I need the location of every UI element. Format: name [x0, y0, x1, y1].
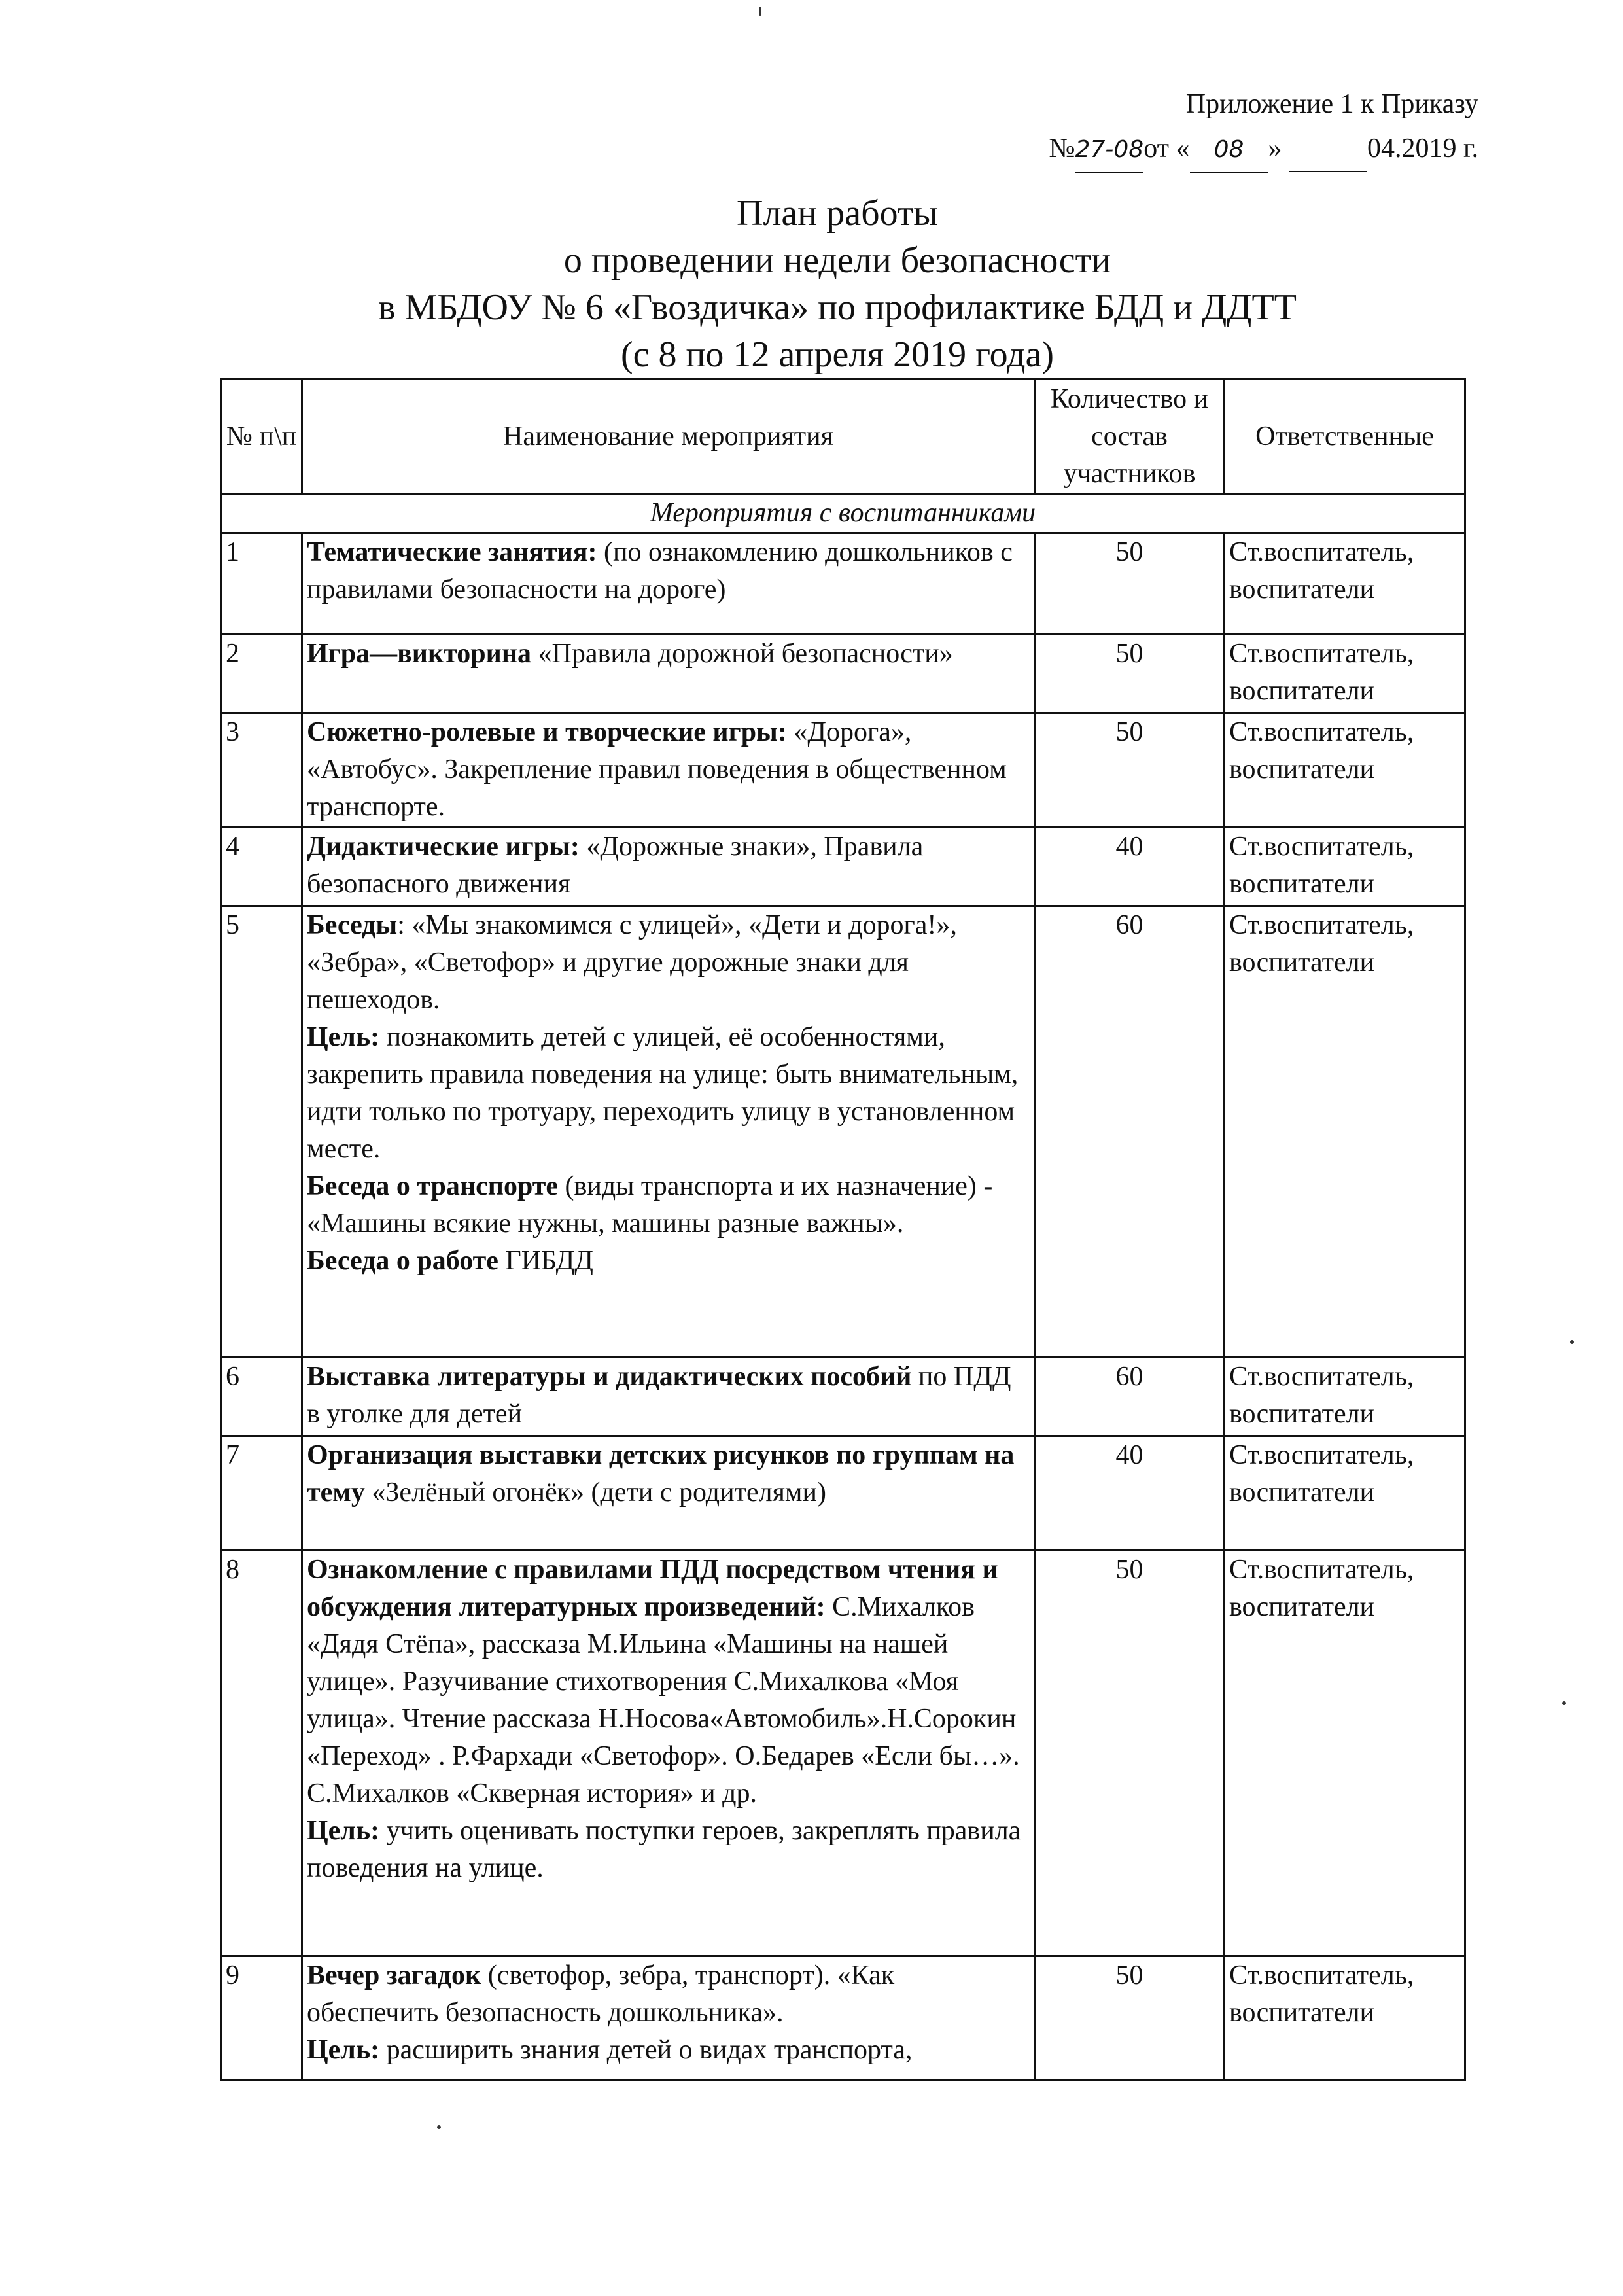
row-count: 40 — [1035, 828, 1225, 906]
order-number: 27-08 — [1075, 128, 1144, 173]
goal-label: Цель: — [307, 2035, 380, 2065]
row-activity — [302, 1956, 1035, 2081]
document-title — [222, 190, 1452, 378]
order-date: 04.2019 г. — [1367, 133, 1478, 164]
activity-text: (светофор, зебра, транспорт). «Как обеспечить безопасность дошкольника». — [307, 1960, 895, 2028]
plan-table — [220, 378, 1466, 2081]
row-number: 2 — [221, 635, 302, 713]
row-count: 50 — [1035, 1956, 1225, 2081]
table-row — [221, 1551, 1465, 1956]
month-blank — [1289, 126, 1367, 172]
scan-speck — [437, 2125, 441, 2129]
activity-text: «Зелёный огонёк» (дети с родителями) — [364, 1477, 826, 1508]
row-responsible: Ст.воспитатель, воспитатели — [1225, 906, 1465, 1358]
row-activity — [302, 635, 1035, 713]
row-number: 3 — [221, 713, 302, 828]
title-line-1: План работы — [737, 193, 938, 234]
scan-speck — [759, 7, 761, 16]
row-responsible: Ст.воспитатель, воспитатели — [1225, 713, 1465, 828]
row-responsible: Ст.воспитатель, воспитатели — [1225, 1436, 1465, 1551]
row-activity — [302, 1436, 1035, 1551]
activity-text: (виды транспорта и их назначение) - «Машины всякие нужны, машины разные важны». — [307, 1171, 993, 1239]
row-number: 1 — [221, 533, 302, 635]
goal-text: расширить знания детей о видах транспорта, — [379, 2035, 913, 2065]
row-count: 50 — [1035, 533, 1225, 635]
header-resp: Ответственные — [1225, 380, 1465, 494]
title-line-3: в МБДОУ № 6 «Гвоздичка» по профилактике БДД и ДДТТ — [378, 287, 1297, 328]
row-count: 40 — [1035, 1436, 1225, 1551]
table-header-row — [221, 380, 1465, 494]
table-row — [221, 1358, 1465, 1436]
table-row — [221, 1956, 1465, 2081]
order-close: » — [1268, 133, 1282, 164]
row-number: 7 — [221, 1436, 302, 1551]
order-number-line — [916, 126, 1478, 173]
activity-text: «Дорожные знаки», Правила безопасного движения — [307, 832, 924, 899]
activity-bold: Беседы — [307, 910, 398, 940]
row-responsible: Ст.воспитатель, воспитатели — [1225, 1956, 1465, 2081]
activity-bold: Выставка литературы и дидактических пособий — [307, 1362, 912, 1392]
activity-text: С.Михалков «Дядя Стёпа», рассказа М.Ильина «Машины на нашей улице». Разучивание стихотворения С.Михалкова «Моя улица». Чтение рассказа Н.Носова«Автомобиль».Н.Сорокин «Переход» . Р.Фархади «Светофор». О.Бедарев «Если бы…». С.Михалков «Скверная история» и др. — [307, 1592, 1020, 1809]
row-number: 4 — [221, 828, 302, 906]
activity-text: «Дорога», «Автобус». Закрепление правил поведения в общественном транспорте. — [307, 717, 1007, 822]
scan-speck — [1562, 1701, 1566, 1705]
order-from: от « — [1143, 133, 1190, 164]
activity-text: (по ознакомлению дошкольников с правилами безопасности на дороге) — [307, 537, 1013, 605]
activity-text: по ПДД в уголке для детей — [307, 1362, 1011, 1429]
row-responsible: Ст.воспитатель, воспитатели — [1225, 1358, 1465, 1436]
section-title: Мероприятия с воспитанниками — [221, 494, 1465, 533]
row-number: 6 — [221, 1358, 302, 1436]
goal-label: Цель: — [307, 1816, 380, 1846]
title-line-4: (с 8 по 12 апреля 2019 года) — [620, 334, 1055, 375]
row-activity — [302, 1358, 1035, 1436]
activity-bold: Организация выставки детских рисунков по группам на тему — [307, 1440, 1015, 1508]
row-number: 9 — [221, 1956, 302, 2081]
row-responsible: Ст.воспитатель, воспитатели — [1225, 635, 1465, 713]
order-prefix: № — [1049, 133, 1075, 164]
activity-text: «Правила дорожной безопасности» — [531, 639, 953, 669]
row-count: 50 — [1035, 635, 1225, 713]
activity-bold: Вечер загадок — [307, 1960, 481, 1990]
row-responsible: Ст.воспитатель, воспитатели — [1225, 828, 1465, 906]
row-count: 60 — [1035, 906, 1225, 1358]
header-num: № п\п — [221, 380, 302, 494]
title-line-2: о проведении недели безопасности — [563, 240, 1111, 281]
table-row — [221, 906, 1465, 1358]
activity-bold: Игра—викторина — [307, 639, 532, 669]
row-count: 50 — [1035, 713, 1225, 828]
activity-bold: Беседа о работе — [307, 1246, 498, 1276]
goal-text: учить оценивать поступки героев, закреплять правила поведения на улице. — [307, 1816, 1021, 1883]
row-count: 50 — [1035, 1551, 1225, 1956]
activity-bold: Дидактические игры: — [307, 832, 580, 862]
goal-label: Цель: — [307, 1022, 380, 1052]
table-row — [221, 713, 1465, 828]
header-count: Количество и состав участников — [1035, 380, 1225, 494]
activity-text: : «Мы знакомимся с улицей», «Дети и дорога!», «Зебра», «Светофор» и другие дорожные знаки для пешеходов. — [307, 910, 957, 1015]
table-row — [221, 533, 1465, 635]
table-row — [221, 635, 1465, 713]
table-row — [221, 828, 1465, 906]
row-activity — [302, 1551, 1035, 1956]
row-activity — [302, 906, 1035, 1358]
order-day: 08 — [1190, 128, 1268, 173]
table-row — [221, 1436, 1465, 1551]
order-reference — [916, 82, 1478, 173]
row-number: 8 — [221, 1551, 302, 1956]
row-activity — [302, 533, 1035, 635]
activity-bold: Сюжетно-ролевые и творческие игры: — [307, 717, 787, 747]
scan-speck — [1570, 1340, 1574, 1344]
activity-bold: Беседа о транспорте — [307, 1171, 559, 1201]
activity-text: ГИБДД — [498, 1246, 593, 1276]
appendix-line: Приложение 1 к Приказу — [1185, 89, 1478, 119]
row-responsible: Ст.воспитатель, воспитатели — [1225, 533, 1465, 635]
goal-text: познакомить детей с улицей, её особенностями, закрепить правила поведения на улице: быть внимательным, идти только по тротуару, переходить улицу в установленном месте. — [307, 1022, 1019, 1164]
activity-bold: Тематические занятия: — [307, 537, 597, 567]
row-responsible: Ст.воспитатель, воспитатели — [1225, 1551, 1465, 1956]
row-count: 60 — [1035, 1358, 1225, 1436]
section-row — [221, 494, 1465, 533]
row-activity — [302, 828, 1035, 906]
row-activity — [302, 713, 1035, 828]
header-name: Наименование мероприятия — [302, 380, 1035, 494]
row-number: 5 — [221, 906, 302, 1358]
activity-bold: Ознакомление с правилами ПДД посредством чтения и обсуждения литературных произведений: — [307, 1555, 998, 1622]
